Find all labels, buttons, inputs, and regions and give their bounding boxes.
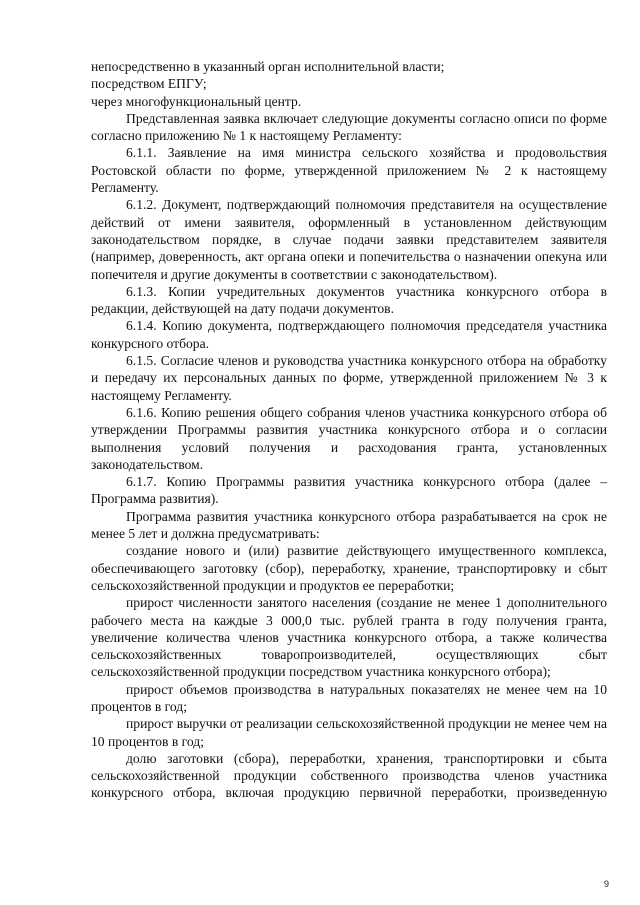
paragraph: прирост объемов производства в натуральных показателях не менее чем на 10 процентов в год; xyxy=(91,681,607,714)
paragraph: посредством ЕПГУ; xyxy=(91,76,207,92)
paragraph: 6.1.7. Копию Программы развития участника конкурсного отбора (далее – Программа развития). xyxy=(91,474,607,507)
paragraph: 6.1.5. Согласие членов и руководства участника конкурсного отбора на обработку и передачу их персональных данных по форме, утвержденной приложением № 3 к настоящему Регламенту. xyxy=(91,353,607,403)
paragraph: 6.1.6. Копию решения общего собрания членов участника конкурсного отбора об утверждении Программы развития участника конкурсного отбора и о согласии выполнения условий получения и расходования гранта, установленных законодательством. xyxy=(91,404,607,472)
paragraph: 6.1.1. Заявление на имя министра сельского хозяйства и продовольствия Ростовской области по форме, утвержденной приложением № 2 к настоящему Регламенту. xyxy=(91,145,607,196)
paragraph: прирост численности занятого населения (создание не менее 1 дополнительного рабочего места на каждые 3 000,0 тыс. рублей гранта в году получения гранта, увеличение количества членов участника конкурсного отбора, а также количества сельскохозяйственных товаропроизводителей, осуществляющих сбыт сельскохозяйственной продукции посредством участника конкурсного отбора); xyxy=(91,595,607,680)
paragraph: Программа развития участника конкурсного отбора разрабатывается на срок не менее 5 лет и должна предусматривать: xyxy=(91,508,607,542)
paragraph: 6.1.4. Копию документа, подтверждающего полномочия председателя участника конкурсного отбора. xyxy=(91,318,607,351)
paragraph: долю заготовки (сбора), переработки, хранения, транспортировки и сбыта сельскохозяйственной продукции собственного производства членов участника конкурсного отбора, включая продукцию первичной переработки, произведенную xyxy=(91,750,607,801)
paragraph: непосредственно в указанный орган исполнительной власти; xyxy=(91,59,445,74)
page-number: 9 xyxy=(603,879,609,889)
paragraph: 6.1.3. Копии учредительных документов участника конкурсного отбора в редакции, действующей на дату подачи документов. xyxy=(91,283,607,317)
paragraph: Представленная заявка включает следующие документы согласно описи по форме согласно приложению № 1 к настоящему Регламенту: xyxy=(91,110,607,144)
body-text xyxy=(91,58,607,802)
paragraph: создание нового и (или) развитие действующего имущественного комплекса, обеспечивающего заготовку (сбор), переработку, хранение, транспортировку и сбыт сельскохозяйственной продукции и продуктов ее переработки; xyxy=(91,543,607,593)
paragraph: через многофункциональный центр. xyxy=(91,93,302,109)
paragraph: прирост выручки от реализации сельскохозяйственной продукции не менее чем на 10 процентов в год; xyxy=(91,716,607,749)
paragraph: 6.1.2. Документ, подтверждающий полномочия представителя на осуществление действий от имени заявителя, оформленный в установленном действующим законодательством порядке, в случае подачи заявки представителем заявителя (например, доверенность, акт органа опеки и попечительства о назначении опекуна или попечителя и другие документы в соответствии с законодательством). xyxy=(91,197,607,282)
